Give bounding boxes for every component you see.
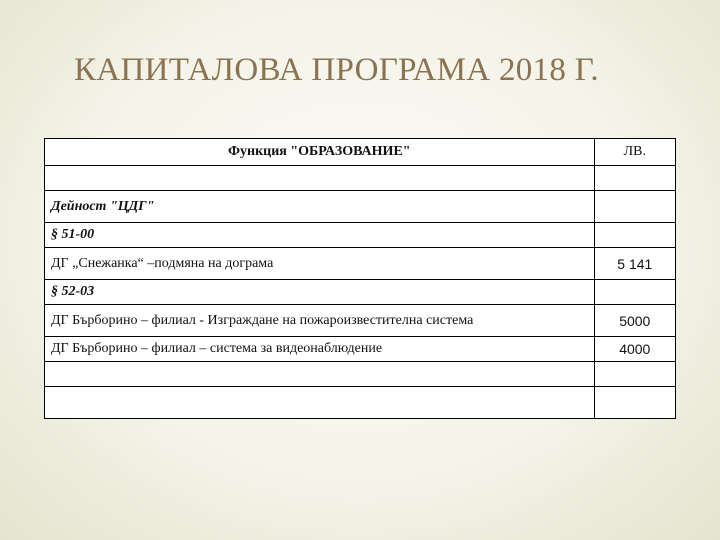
empty-cell	[594, 223, 675, 248]
section-code: § 51-00	[45, 223, 595, 248]
empty-row	[45, 166, 676, 191]
capital-program-table	[44, 138, 676, 419]
function-header: Функция "ОБРАЗОВАНИЕ"	[45, 139, 595, 166]
section-row	[45, 280, 676, 305]
empty-cell	[45, 362, 595, 387]
item-amount: 5000	[594, 305, 675, 337]
slide-title: КАПИТАЛОВА ПРОГРАМА 2018 Г.	[74, 52, 599, 88]
empty-cell	[45, 387, 595, 419]
activity-label: Дейност "ЦДГ"	[45, 191, 595, 223]
empty-cell	[594, 387, 675, 419]
item-amount: 4000	[594, 337, 675, 362]
table-row	[45, 337, 676, 362]
table-row	[45, 248, 676, 280]
activity-row	[45, 191, 676, 223]
item-name: ДГ „Снежанка“ –подмяна на дограма	[45, 248, 595, 280]
empty-cell	[594, 362, 675, 387]
section-code: § 52-03	[45, 280, 595, 305]
unit-header: ЛВ.	[594, 139, 675, 166]
section-row	[45, 223, 676, 248]
empty-cell	[45, 166, 595, 191]
empty-cell	[594, 166, 675, 191]
empty-cell	[594, 191, 675, 223]
table-header-row	[45, 139, 676, 166]
item-amount: 5 141	[594, 248, 675, 280]
empty-row	[45, 387, 676, 419]
empty-row	[45, 362, 676, 387]
table-row	[45, 305, 676, 337]
item-name: ДГ Бърборино – филиал - Изграждане на пожароизвестителна система	[45, 305, 595, 337]
empty-cell	[594, 280, 675, 305]
item-name: ДГ Бърборино – филиал – система за видеонаблюдение	[45, 337, 595, 362]
